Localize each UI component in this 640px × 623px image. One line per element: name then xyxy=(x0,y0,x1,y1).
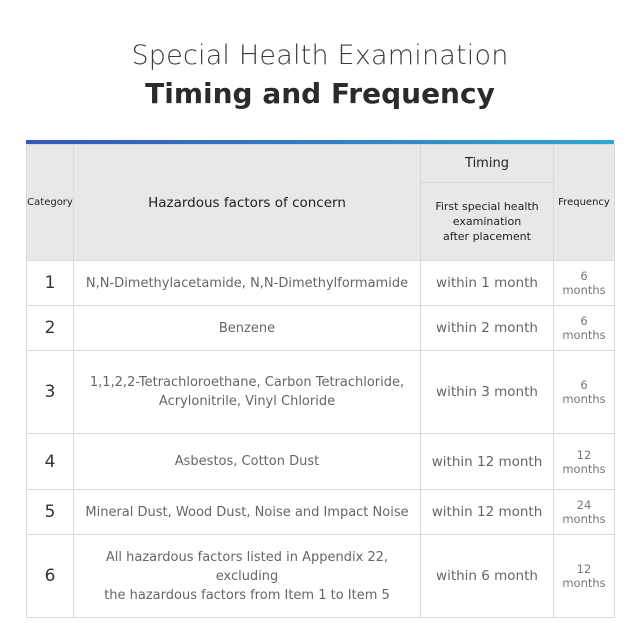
frequency-line: 6 xyxy=(580,378,588,392)
frequency-line: 12 xyxy=(576,562,592,576)
header-first-exam xyxy=(421,183,554,261)
title-line-1: Special Health Examination xyxy=(131,40,509,71)
hazardous-factors-line: All hazardous factors listed in Appendix 22, excluding xyxy=(105,549,389,584)
table-row xyxy=(27,306,615,351)
frequency-line: months xyxy=(562,392,606,406)
row-category-number: 1 xyxy=(27,261,74,306)
header-frequency: Frequency xyxy=(554,145,615,261)
table-row xyxy=(27,351,615,434)
row-frequency xyxy=(554,535,615,618)
frequency-line: 12 xyxy=(576,447,592,462)
header-first-exam-line: after placement xyxy=(443,230,531,243)
row-category-number: 3 xyxy=(27,351,74,434)
row-frequency xyxy=(554,490,615,535)
hazardous-factors-line: N,N-Dimethylacetamide, N,N-Dimethylformamide xyxy=(85,275,409,291)
row-frequency xyxy=(554,306,615,351)
row-hazardous-factors xyxy=(74,351,421,434)
frequency-line: months xyxy=(562,283,606,297)
hazardous-factors-line: Mineral Dust, Wood Dust, Noise and Impact Noise xyxy=(85,504,409,520)
table-row xyxy=(27,434,615,490)
frequency-line: months xyxy=(562,576,606,590)
hazardous-factors-line: the hazardous factors from Item 1 to Item 5 xyxy=(104,587,390,603)
row-timing: within 2 month xyxy=(421,306,554,351)
header-category: Category xyxy=(27,145,74,261)
row-timing: within 3 month xyxy=(421,351,554,434)
header-timing: Timing xyxy=(421,145,554,183)
frequency-line: 6 xyxy=(580,269,588,283)
table-row xyxy=(27,261,615,306)
hazardous-factors-line: 1,1,2,2-Tetrachloroethane, Carbon Tetrachloride, xyxy=(89,375,405,390)
row-category-number: 4 xyxy=(27,434,74,490)
row-timing: within 12 month xyxy=(421,434,554,490)
exam-table xyxy=(26,144,615,618)
row-category-number: 2 xyxy=(27,306,74,351)
header-first-exam-line: First special health xyxy=(435,200,539,213)
row-hazardous-factors xyxy=(74,261,421,306)
frequency-line: months xyxy=(562,461,606,476)
title-line-2: Timing and Frequency xyxy=(145,77,495,110)
table-body xyxy=(27,261,615,618)
row-hazardous-factors xyxy=(74,490,421,535)
hazardous-factors-line: Benzene xyxy=(218,320,276,336)
row-frequency xyxy=(554,261,615,306)
row-category-number: 5 xyxy=(27,490,74,535)
hazardous-factors-line: Asbestos, Cotton Dust xyxy=(174,454,320,469)
frequency-line: months xyxy=(562,328,606,342)
row-timing: within 6 month xyxy=(421,535,554,618)
title-block xyxy=(0,0,640,113)
table-row xyxy=(27,490,615,535)
row-category-number: 6 xyxy=(27,535,74,618)
row-frequency xyxy=(554,434,615,490)
header-first-exam-line: examination xyxy=(452,215,522,228)
frequency-line: 24 xyxy=(576,498,592,512)
row-timing: within 12 month xyxy=(421,490,554,535)
header-hazardous-factors: Hazardous factors of concern xyxy=(74,145,421,261)
row-timing: within 1 month xyxy=(421,261,554,306)
row-frequency xyxy=(554,351,615,434)
frequency-line: 6 xyxy=(580,314,588,328)
row-hazardous-factors xyxy=(74,434,421,490)
hazardous-factors-line: Acrylonitrile, Vinyl Chloride xyxy=(158,394,336,409)
table-row xyxy=(27,535,615,618)
row-hazardous-factors xyxy=(74,306,421,351)
row-hazardous-factors xyxy=(74,535,421,618)
frequency-line: months xyxy=(562,512,606,526)
